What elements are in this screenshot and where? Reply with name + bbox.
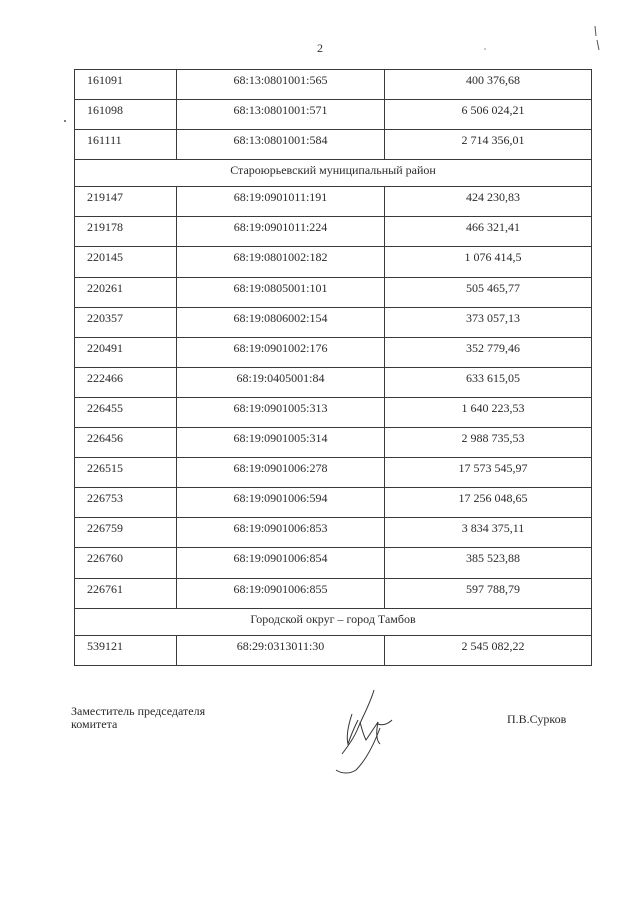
table-row <box>75 217 592 247</box>
cadastral-value-cell: 633 615,05 <box>385 367 592 397</box>
cadastral-value-cell: 466 321,41 <box>385 217 592 247</box>
cadastral-number-cell: 68:19:0901006:854 <box>177 548 385 578</box>
cadastral-value-cell: 6 506 024,21 <box>385 100 592 130</box>
cadastral-value-cell: 597 788,79 <box>385 578 592 608</box>
table-row <box>75 70 592 100</box>
scan-corner-mark <box>593 24 605 52</box>
scan-speck <box>64 120 66 122</box>
signatory-position <box>71 705 205 731</box>
cadastral-number-cell: 68:19:0901002:176 <box>177 337 385 367</box>
cadastral-number-cell: 68:19:0901006:278 <box>177 458 385 488</box>
table-row <box>75 428 592 458</box>
table-row <box>75 458 592 488</box>
cadastral-value-cell: 1 640 223,53 <box>385 397 592 427</box>
signer-name: П.В.Сурков <box>507 712 567 726</box>
table-row <box>75 578 592 608</box>
cadastral-number-cell: 68:19:0901005:313 <box>177 397 385 427</box>
table-row <box>75 100 592 130</box>
cadastral-value-cell: 3 834 375,11 <box>385 518 592 548</box>
cadastral-value-cell: 400 376,68 <box>385 70 592 100</box>
object-number-cell: 226456 <box>75 428 177 458</box>
cadastral-value-cell: 2 545 082,22 <box>385 635 592 665</box>
object-number-cell: 226455 <box>75 397 177 427</box>
table-row <box>75 367 592 397</box>
table-row <box>75 130 592 160</box>
object-number-cell: 220145 <box>75 247 177 277</box>
table-row <box>75 187 592 217</box>
cadastral-value-cell: 373 057,13 <box>385 307 592 337</box>
cadastral-number-cell: 68:29:0313011:30 <box>177 635 385 665</box>
cadastral-value-cell: 505 465,77 <box>385 277 592 307</box>
cadastral-number-cell: 68:19:0901011:224 <box>177 217 385 247</box>
cadastral-number-cell: 68:19:0901006:855 <box>177 578 385 608</box>
table-row <box>75 518 592 548</box>
cadastral-value-cell: 1 076 414,5 <box>385 247 592 277</box>
cadastral-value-cell: 424 230,83 <box>385 187 592 217</box>
cadastral-number-cell: 68:19:0801002:182 <box>177 247 385 277</box>
cadastral-number-cell: 68:19:0901006:594 <box>177 488 385 518</box>
cadastral-number-cell: 68:19:0901005:314 <box>177 428 385 458</box>
table-body <box>75 70 592 666</box>
table-row <box>75 307 592 337</box>
object-number-cell: 219147 <box>75 187 177 217</box>
cadastral-number-cell: 68:13:0801001:565 <box>177 70 385 100</box>
object-number-cell: 161098 <box>75 100 177 130</box>
cadastral-value-cell: 385 523,88 <box>385 548 592 578</box>
cadastral-number-cell: 68:13:0801001:571 <box>177 100 385 130</box>
object-number-cell: 219178 <box>75 217 177 247</box>
handwritten-signature <box>318 684 408 776</box>
cadastral-number-cell: 68:13:0801001:584 <box>177 130 385 160</box>
scan-speck <box>484 48 486 50</box>
page-number: 2 <box>317 41 323 55</box>
cadastral-number-cell: 68:19:0805001:101 <box>177 277 385 307</box>
cadastral-value-cell: 17 256 048,65 <box>385 488 592 518</box>
cadastral-value-cell: 352 779,46 <box>385 337 592 367</box>
table-section-row <box>75 608 592 635</box>
table-row <box>75 635 592 665</box>
object-number-cell: 226515 <box>75 458 177 488</box>
object-number-cell: 220261 <box>75 277 177 307</box>
section-title: Староюрьевский муниципальный район <box>75 160 592 187</box>
object-number-cell: 226753 <box>75 488 177 518</box>
table-row <box>75 397 592 427</box>
table-row <box>75 277 592 307</box>
position-line-2: комитета <box>71 717 118 731</box>
object-number-cell: 161111 <box>75 130 177 160</box>
object-number-cell: 539121 <box>75 635 177 665</box>
cadastral-number-cell: 68:19:0405001:84 <box>177 367 385 397</box>
cadastral-number-cell: 68:19:0806002:154 <box>177 307 385 337</box>
table-section-row <box>75 160 592 187</box>
cadastral-value-cell: 2 714 356,01 <box>385 130 592 160</box>
cadastral-number-cell: 68:19:0901006:853 <box>177 518 385 548</box>
table-row <box>75 488 592 518</box>
object-number-cell: 222466 <box>75 367 177 397</box>
section-title: Городской округ – город Тамбов <box>75 608 592 635</box>
cadastral-value-table <box>74 69 592 666</box>
cadastral-value-cell: 17 573 545,97 <box>385 458 592 488</box>
table-row <box>75 337 592 367</box>
position-line-1: Заместитель председателя <box>71 704 206 718</box>
table-row <box>75 247 592 277</box>
object-number-cell: 161091 <box>75 70 177 100</box>
object-number-cell: 220357 <box>75 307 177 337</box>
table-row <box>75 548 592 578</box>
object-number-cell: 220491 <box>75 337 177 367</box>
cadastral-number-cell: 68:19:0901011:191 <box>177 187 385 217</box>
cadastral-value-cell: 2 988 735,53 <box>385 428 592 458</box>
object-number-cell: 226760 <box>75 548 177 578</box>
object-number-cell: 226759 <box>75 518 177 548</box>
object-number-cell: 226761 <box>75 578 177 608</box>
